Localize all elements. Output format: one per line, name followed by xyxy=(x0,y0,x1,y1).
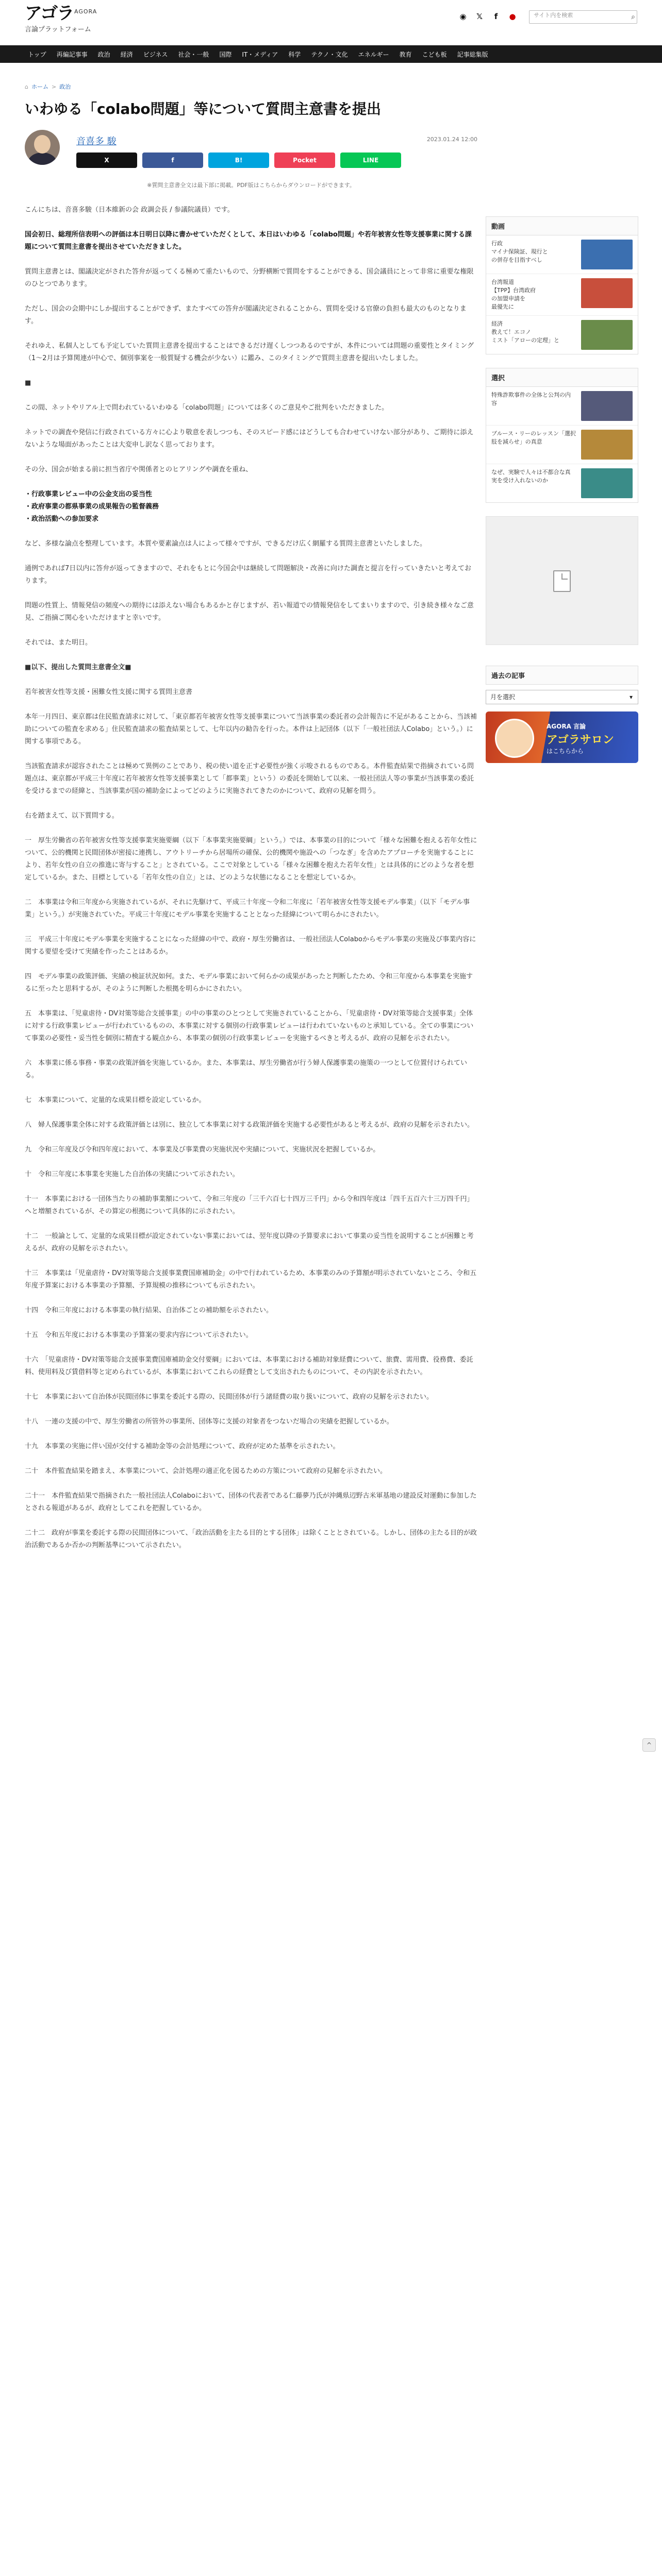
paragraph: ネットでの調査や発信に行政されている方々に心より敬意を表しつつも、そのスピード感にはどうしても合わせていけない部分があり、ご期待に添えないような場面があったことは大変申し訳なく思っております。 xyxy=(25,429,474,449)
archive-heading: 過去の記事 xyxy=(486,666,638,685)
sidebar xyxy=(486,216,638,763)
logo-latin: AGORA xyxy=(74,8,97,15)
nav-item[interactable]: 教育 xyxy=(399,50,412,58)
archive-select-value: 月を選択 xyxy=(490,693,516,701)
popular-thumbnail xyxy=(581,391,633,421)
ranking-item-text: 行政 マイナ保険証、現行と の併存を目指すべし xyxy=(491,240,548,263)
ranking-item[interactable] xyxy=(486,274,638,316)
nav-item[interactable]: ビジネス xyxy=(143,50,168,58)
ranking-item[interactable] xyxy=(486,235,638,274)
bullet-item: ・政府事業の都県事業の成果報告の監督義務 xyxy=(25,503,159,511)
question-paragraph: 十四 令和三年度における本事業の執行結果、自治体ごとの補助額を示されたい。 xyxy=(25,1307,273,1314)
ranking-thumbnail xyxy=(581,320,633,350)
question-paragraph: 九 令和三年度及び令和四年度において、本事業及び事業費の実施状況や実績について、実施状況を把握しているか。 xyxy=(25,1146,380,1154)
site-header xyxy=(0,0,662,45)
pdf-note[interactable]: ※質問主意書全文は最下部に掲載。PDF版はこちらからダウンロードができます。 xyxy=(147,182,355,189)
ranking-thumbnail xyxy=(581,240,633,269)
paragraph: など、多様な論点を整理しています。本質や要素論点は人によって様々ですが、できるだけ広く網羅する質問主意書といたしました。 xyxy=(25,540,426,548)
ranking-item[interactable] xyxy=(486,316,638,354)
home-icon[interactable]: ⌂ xyxy=(25,83,28,90)
archive-month-select[interactable] xyxy=(486,690,638,704)
ranking-item-text: 経済 教えて！エコノ ミスト「アローの定理」と xyxy=(491,320,559,344)
chevron-down-icon: ▾ xyxy=(629,693,633,701)
article-body xyxy=(25,179,477,1552)
question-paragraph: 四 モデル事業の政策評価、実績の検証状況如何。また、モデル事業において何らかの成果があったと判断したため、令和三年度から本事業を実施するに至ったと思料するが、そのように判断した根拠を明らかにされたい。 xyxy=(25,973,473,993)
flag-icon[interactable]: ● xyxy=(509,12,516,21)
popular-item-text: 特殊詐欺事件の全体と公判の内容 xyxy=(491,392,571,406)
popular-widget xyxy=(486,368,638,503)
breadcrumb xyxy=(25,82,71,91)
ranking-thumbnail xyxy=(581,278,633,308)
question-paragraph: 二十 本件監査結果を踏まえ、本事業について、会計処理の適正化を図るための方策について政府の見解を示されたい。 xyxy=(25,1467,387,1475)
banner-character xyxy=(495,719,534,758)
nav-item[interactable]: IT・メディア xyxy=(242,50,278,58)
question-paragraph: 十七 本事業において自治体が民間団体に事業を委託する際の、民間団体が行う諸経費の取り扱いについて、政府の見解を示されたい。 xyxy=(25,1393,433,1401)
ranking-widget xyxy=(486,216,638,354)
nav-item[interactable]: 国際 xyxy=(219,50,232,58)
popular-thumbnail xyxy=(581,430,633,460)
ad-placeholder[interactable] xyxy=(486,516,638,645)
nav-item[interactable]: 再編記事事 xyxy=(56,50,88,58)
question-paragraph: 六 本事業に係る事務・事業の政策評価を実施しているか。また、本事業は、厚生労働省が行う婦人保護事業の施策の一つとして位置付けられている。 xyxy=(25,1059,468,1079)
question-paragraph: 十五 令和五年度における本事業の予算案の要求内容について示されたい。 xyxy=(25,1331,253,1339)
question-paragraph: 一 厚生労働省の若年被害女性等支援事業実施要綱（以下「本事業実施要綱」という。）では、本事業の目的について「様々な困難を抱える若年女性について、公的機関と民間団体が密接に連携し、アウトリーチから居場所の確保、公的機関や施設への「つなぎ」を含めたアプローチを実施することにより、若年女性の自立の推進に寄与すること」とされている。ここで対象としている「様々な困難を抱えた若年女性」とは具体的にどのような者を想定しているか。また、目標としている「若年女性の自立」とは、どのような状態になることを想定しているか。 xyxy=(25,837,477,882)
site-logo[interactable] xyxy=(25,4,107,34)
question-paragraph: 右を踏まえて、以下質問する。 xyxy=(25,812,119,820)
author-row xyxy=(25,130,477,171)
nav-item[interactable]: 記事総集版 xyxy=(457,50,488,58)
paragraph: ただし、国会の会期中にしか提出することができず、またすべての答弁が閣議決定されることから、質問を受ける官僚の負担も最大のものとなります。 xyxy=(25,305,467,325)
paragraph: 問題の性質上、情報発信の頻度への期待には添えない場合もあるかと存じますが、若い報道での情報発信をしてまいりますので、引き続き様々なご意見、ご指摘ご関心をいただけますと幸いです。 xyxy=(25,602,474,622)
question-paragraph: 三 平成三十年度にモデル事業を実施することになった経緯の中で、政府・厚生労働省は、一般社団法人Colaboからモデル事業の実施及び事業内容に関する要望を受けて実績を作ったことはあるか。 xyxy=(25,936,476,956)
agora-salon-banner[interactable] xyxy=(486,711,638,763)
question-list xyxy=(25,711,477,1552)
question-paragraph: 八 婦人保護事業全体に対する政策評価とは別に、独立して本事業に対する政策評価を実施する必要性があると考えるが、政府の見解を示されたい。 xyxy=(25,1121,474,1129)
paragraph: それでは、また明日。 xyxy=(25,639,92,647)
doc-title: 若年被害女性等支援・困難女性支援に関する質問主意書 xyxy=(25,688,193,696)
question-paragraph: 二十二 政府が事業を委託する際の民間団体について、「政治活動を主たる目的とする団体」は除くこととされている。しかし、団体の主たる目的が政治活動であるか否かの判断基準について示されたい。 xyxy=(25,1529,477,1549)
article-title: いわゆる「colabo問題」等について質問主意書を提出 xyxy=(25,100,382,117)
popular-heading: 選択 xyxy=(486,368,638,387)
breadcrumb-home[interactable]: ホーム xyxy=(31,83,48,90)
nav-item[interactable]: 政治 xyxy=(97,50,110,58)
ranking-heading: 動画 xyxy=(486,217,638,235)
paragraph: この間、ネットやリアル上で問われているいわゆる「colabo問題」については多くのご意見やご批判をいただきました。 xyxy=(25,404,389,412)
search-input[interactable]: サイト内を検索 xyxy=(529,10,637,24)
nav-item[interactable]: 経済 xyxy=(120,50,133,58)
question-paragraph: 五 本事業は、「児童虐待・DV対策等総合支援事業」の中の事業のひとつとして実施されていることから、「児童虐待・DV対策等総合支援事業」全体に対する行政事業レビューが行われているものの、本事業に対する個別の行政事業レビューは行われていないものと承知している。全ての事業について事業の必要性・妥当性を個別に精査する観点から、本事業の個別の行政事業レビューを実施するべきと考えるが、政府の見解を示されたい。 xyxy=(25,1010,474,1042)
share-pocket-button[interactable]: Pocket xyxy=(274,152,335,168)
share-line-button[interactable]: LINE xyxy=(340,152,401,168)
broken-image-icon xyxy=(553,570,571,592)
banner-line-2: アゴラサロン xyxy=(547,734,614,747)
scroll-to-top-button[interactable]: ^ xyxy=(642,1738,656,1752)
share-buttons xyxy=(76,152,401,168)
share-hatena-button[interactable]: B! xyxy=(208,152,269,168)
paragraph: 質問主意書とは、閣議決定がされた答弁が返ってくる極めて重たいもので、分野横断で質問をすることができる、国会議員にとって非常に重要な権限のひとつであります。 xyxy=(25,268,474,288)
paragraph: 国会初日、総理所信表明への評価は本日明日以降に書かせていただくとして、本日はいわゆる「colabo問題」や若年被害女性等支援事業に関する課題について質問主意書を提出させていただきました。 xyxy=(25,231,472,251)
popular-item-text: ブルース・リーのレッスン「選択肢を減らせ」の真意 xyxy=(491,430,576,445)
paragraph: こんにちは、音喜多駿（日本維新の会 政調会長 / 参議院議員）です。 xyxy=(25,206,234,214)
question-paragraph: 本年一月四日、東京都は住民監査請求に対して、「東京都若年被害女性等支援事業について当該事業の委託者の会計報告に不足があることから、当該補助についての監査を求める」住民監査請求の監査結果として、七年以内の勧告を行った。本件は上記団体（以下「一般社団法人Colabo」という。）に関する事項である。 xyxy=(25,713,477,745)
popular-item[interactable] xyxy=(486,387,638,426)
popular-item-text: なぜ、実験で人々は不都合な真実を受け入れないのか xyxy=(491,469,571,484)
author-name[interactable]: 音喜多 駿 xyxy=(76,136,117,147)
banner-line-3: はこちらから xyxy=(547,748,584,755)
question-paragraph: 当該監査請求が認容されたことは極めて異例のことであり、税の使い道を正す必要性が強く示唆されるものである。本件監査結果で指摘されている問題点は、東京都が平成三十年度に若年被害女性等支援事業として「都事業」という）の委託を開始して以来、一般社団法人等の事業が当該事業の委託を受けるまでの経緯と、当該事業が国の補助金によってどのように実施されてきたのかについて、政府の見解を問う。 xyxy=(25,762,474,795)
question-paragraph: 十 令和三年度に本事業を実施した自治体の実績について示されたい。 xyxy=(25,1171,239,1178)
nav-item[interactable]: エネルギー xyxy=(358,50,389,58)
question-paragraph: 十三 本事業は「児童虐待・DV対策等総合支援事業費国庫補助金」の中で行われているため、本事業のみの予算額が明示されていないところ、令和五年度予算案における本事業の予算額、予算規模の推移についても示されたい。 xyxy=(25,1269,477,1290)
section-marker: ■ xyxy=(25,379,31,387)
paragraph: それゆえ、私個人としても予定していた質問主意書を提出することはできるだけ遅くしつつあるのですが、本件については問題の重要性とタイミング（1〜2月は予算関連が中心で、個別事案を一般質疑する機会が少ない）に鑑み、このタイミングで質問主意書を提出いたしました。 xyxy=(25,342,474,362)
question-paragraph: 十六 「児童虐待・DV対策等総合支援事業費国庫補助金交付要綱」においては、本事業における補助対象経費について、旅費、需用費、役務費、委託料、使用料及び賃借料等と定められているが、本事業においてこれらの経費として支出されたものについて、その内訳を示されたい。 xyxy=(25,1356,473,1376)
banner-line-1: AGORA 言論 xyxy=(547,723,586,730)
x-icon[interactable]: 𝕏 xyxy=(476,12,483,21)
author-avatar[interactable] xyxy=(25,130,60,165)
question-paragraph: 二十一 本件監査結果で指摘された一般社団法人Colaboにおいて、団体の代表者である仁藤夢乃氏が沖縄県辺野古米軍基地の建設反対運動に参加したとされる報道があるが、政府としてこれを把握しているか。 xyxy=(25,1492,477,1512)
popular-item[interactable] xyxy=(486,464,638,502)
nav-item[interactable]: 科学 xyxy=(288,50,301,58)
breadcrumb-current[interactable]: 政治 xyxy=(59,83,71,90)
popular-item[interactable] xyxy=(486,426,638,464)
facebook-icon[interactable]: f xyxy=(494,12,498,21)
nav-item[interactable]: トップ xyxy=(28,50,46,58)
bullet-item: ・政治活動への参加要求 xyxy=(25,515,99,523)
question-paragraph: 十二 一般論として、定量的な成果目標が設定されていない事業においては、翌年度以降の予算要求において事業の妥当性を説明することが困難と考えるが、政府の見解を示されたい。 xyxy=(25,1232,474,1252)
nav-item[interactable]: こども板 xyxy=(422,50,447,58)
paragraph: その分、国会が始まる前に担当省庁や関係者とのヒアリングや調査を重ね、 xyxy=(25,466,253,473)
share-x-button[interactable]: X xyxy=(76,152,137,168)
question-paragraph: 十八 一連の支援の中で、厚生労働省の所管外の事業所、団体等に支援の対象者をつないだ場合の実績を把握しているか。 xyxy=(25,1418,393,1426)
popular-thumbnail xyxy=(581,468,633,498)
question-paragraph: 十九 本事業の実施に伴い国が交付する補助金等の会計処理について、政府が定めた基準を示されたい。 xyxy=(25,1443,340,1450)
share-facebook-button[interactable]: f xyxy=(142,152,203,168)
nav-item[interactable]: 社会・一般 xyxy=(178,50,209,58)
bullet-item: ・行政事業レビュー中の公金支出の妥当性 xyxy=(25,490,153,498)
question-paragraph: 二 本事業は令和三年度から実施されているが、それに先駆けて、平成三十年度～令和二年度に「若年被害女性等支援モデル事業」（以下「モデル事業」という。）が実施されていた。平成三十年度にモデル事業を実施することとなった経緯について明らかにされたい。 xyxy=(25,899,470,919)
logo-kana: アゴラ xyxy=(25,3,74,24)
social-links xyxy=(458,11,518,22)
rss-icon[interactable]: ◉ xyxy=(459,12,467,21)
search-icon[interactable]: ⌕ xyxy=(631,13,635,21)
question-paragraph: 七 本事業について、定量的な成果目標を設定しているか。 xyxy=(25,1096,206,1104)
nav-item[interactable]: テクノ・文化 xyxy=(311,50,348,58)
breadcrumb-separator: > xyxy=(51,83,57,90)
main-nav xyxy=(0,45,662,63)
ranking-item-text: 台湾報道 【TPP】台湾政府 の加盟申請を 最優先に xyxy=(491,279,536,310)
article xyxy=(25,99,477,1564)
site-tagline: 言論プラットフォーム xyxy=(25,26,91,33)
publish-date: 2023.01.24 12:00 xyxy=(426,136,477,143)
question-paragraph: 十一 本事業における一団体当たりの補助事業額について、令和三年度の「三千六百七十四万三千円」から令和四年度は「四千五百六十三万四千円」へと増額されているが、その算定の根拠について具体的に示されたい。 xyxy=(25,1195,474,1215)
section-heading: ■以下、提出した質問主意書全文■ xyxy=(25,664,131,671)
paragraph: 通例であれば7日以内に答弁が返ってきますので、それをもとに今国会中は継続して問題解決・改善に向けた調査と提言を行っていきたいと考えております。 xyxy=(25,565,472,585)
